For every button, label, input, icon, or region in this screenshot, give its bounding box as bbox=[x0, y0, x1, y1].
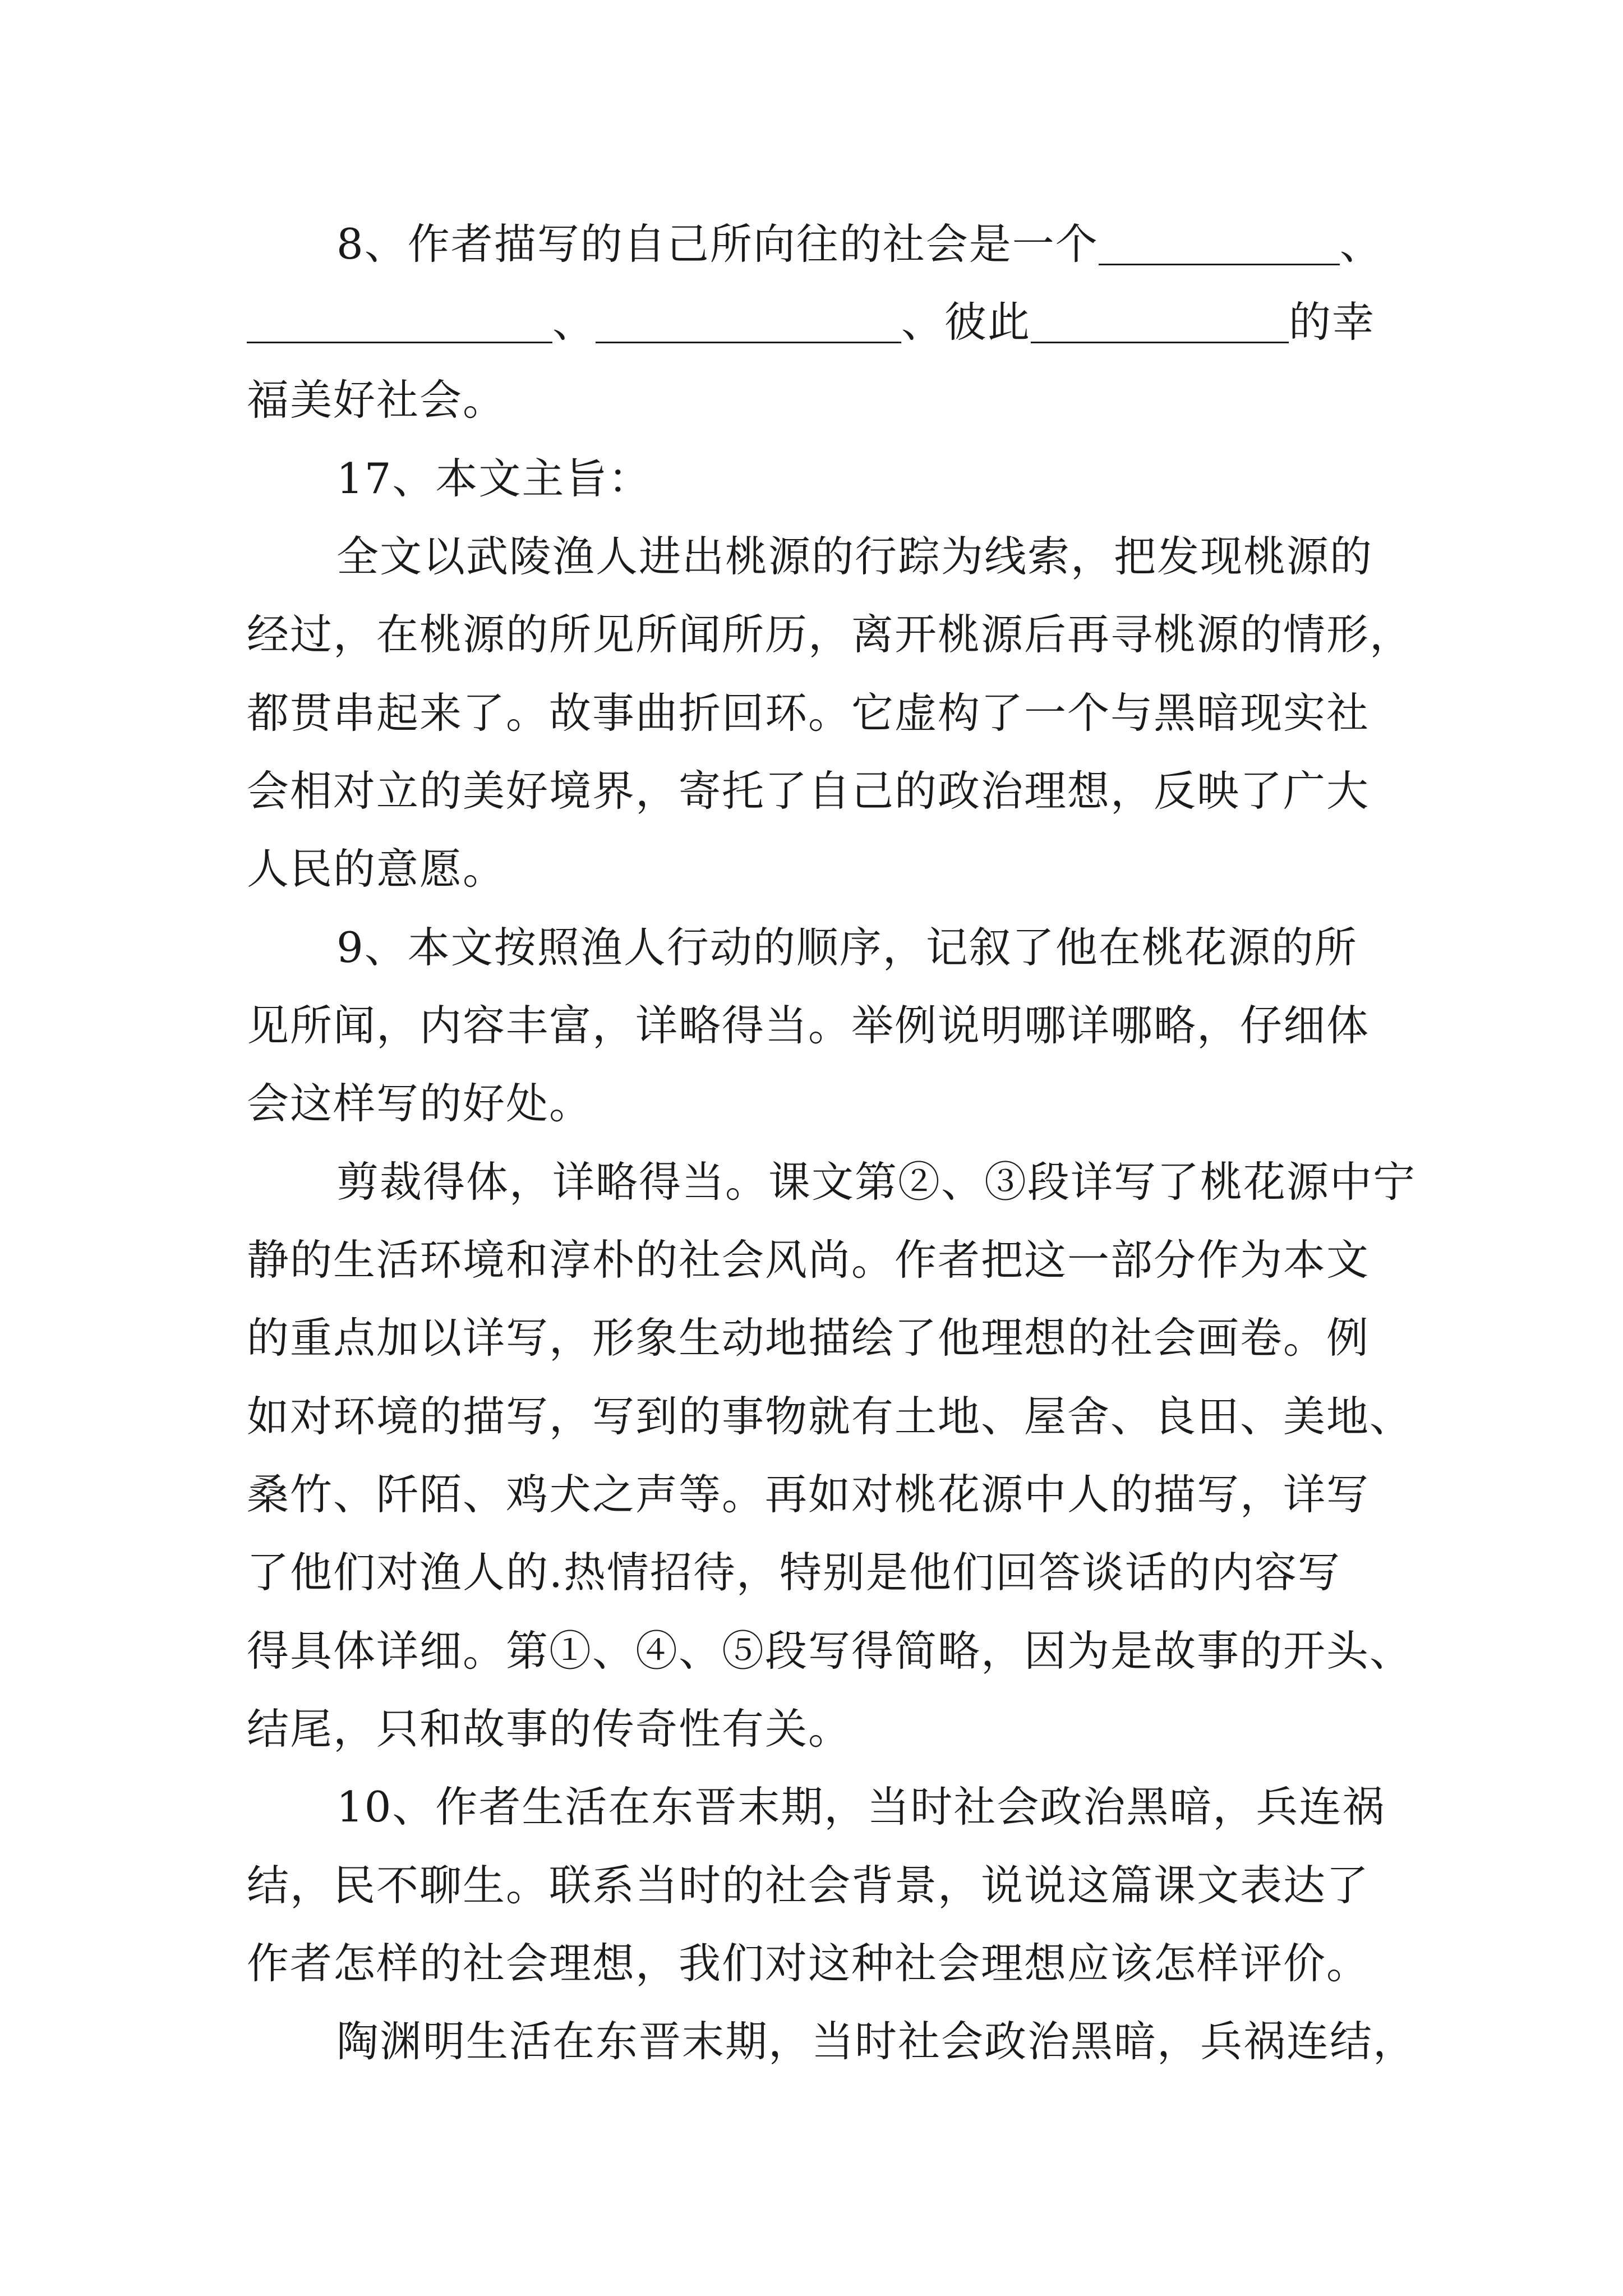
paragraph-line: 如对环境的描写，写到的事物就有土地、屋舍、良田、美地、 bbox=[247, 1392, 1413, 1441]
question-9-line: 9、本文按照渔人行动的顺序，记叙了他在桃花源的所 bbox=[336, 923, 1358, 972]
paragraph-line: 结，民不聊生。联系当时的社会背景，说说这篇课文表达了 bbox=[247, 1861, 1370, 1910]
fill-blank-2[interactable] bbox=[247, 303, 552, 343]
paragraph-line: 经过，在桃源的所见所闻所历，离开桃源后再寻桃源的情形， bbox=[247, 610, 1413, 659]
paragraph-line: 都贯串起来了。故事曲折回环。它虚构了一个与黑暗现实社 bbox=[247, 688, 1370, 738]
paragraph-line: 结尾，只和故事的传奇性有关。 bbox=[247, 1704, 852, 1754]
answer-9-line: 剪裁得体，详略得当。课文第②、③段详写了桃花源中宁 bbox=[336, 1157, 1417, 1207]
paragraph-line: 了他们对渔人的.热情招待，特别是他们回答谈话的内容写 bbox=[247, 1548, 1341, 1597]
separator-comma: 、 bbox=[552, 297, 596, 347]
question-8-line-2 bbox=[247, 294, 1391, 350]
paragraph-line: 福美好社会。 bbox=[247, 375, 506, 425]
question-8-line-1 bbox=[336, 216, 1391, 272]
fill-blank-3[interactable] bbox=[596, 303, 901, 343]
question-10-line: 10、作者生活在东晋末期，当时社会政治黑暗，兵连祸 bbox=[336, 1782, 1386, 1832]
separator-comma: 、 bbox=[1339, 219, 1383, 269]
fill-blank-1[interactable] bbox=[1099, 226, 1340, 265]
paragraph-line: 全文以武陵渔人进出桃源的行踪为线索，把发现桃源的 bbox=[336, 532, 1373, 581]
question-8-text: 8、作者描写的自己所向往的社会是一个 bbox=[336, 219, 1099, 269]
paragraph-line: 作者怎样的社会理想，我们对这种社会理想应该怎样评价。 bbox=[247, 1939, 1370, 1988]
paragraph-line: 的重点加以详写，形象生动地描绘了他理想的社会画卷。例 bbox=[247, 1313, 1370, 1363]
fill-blank-4[interactable] bbox=[1031, 303, 1289, 343]
paragraph-line: 人民的意愿。 bbox=[247, 844, 506, 894]
paragraph-line: 见所闻，内容丰富，详略得当。举例说明哪详哪略，仔细体 bbox=[247, 1001, 1370, 1050]
answer-10-line: 陶渊明生活在东晋末期，当时社会政治黑暗，兵祸连结， bbox=[336, 2017, 1417, 2066]
paragraph-line: 得具体详细。第①、④、⑤段写得简略，因为是故事的开头、 bbox=[247, 1626, 1413, 1676]
section-heading: 17、本文主旨： bbox=[336, 454, 652, 503]
paragraph-line: 会这样写的好处。 bbox=[247, 1079, 593, 1128]
paragraph-line: 会相对立的美好境界，寄托了自己的政治理想，反映了广大 bbox=[247, 766, 1370, 816]
paragraph-line: 桑竹、阡陌、鸡犬之声等。再如对桃花源中人的描写，详写 bbox=[247, 1470, 1370, 1519]
paragraph-line: 静的生活环境和淳朴的社会风尚。作者把这一部分作为本文 bbox=[247, 1235, 1370, 1285]
separator-text: 、彼此 bbox=[901, 297, 1031, 347]
separator-text: 的幸 bbox=[1289, 297, 1376, 347]
